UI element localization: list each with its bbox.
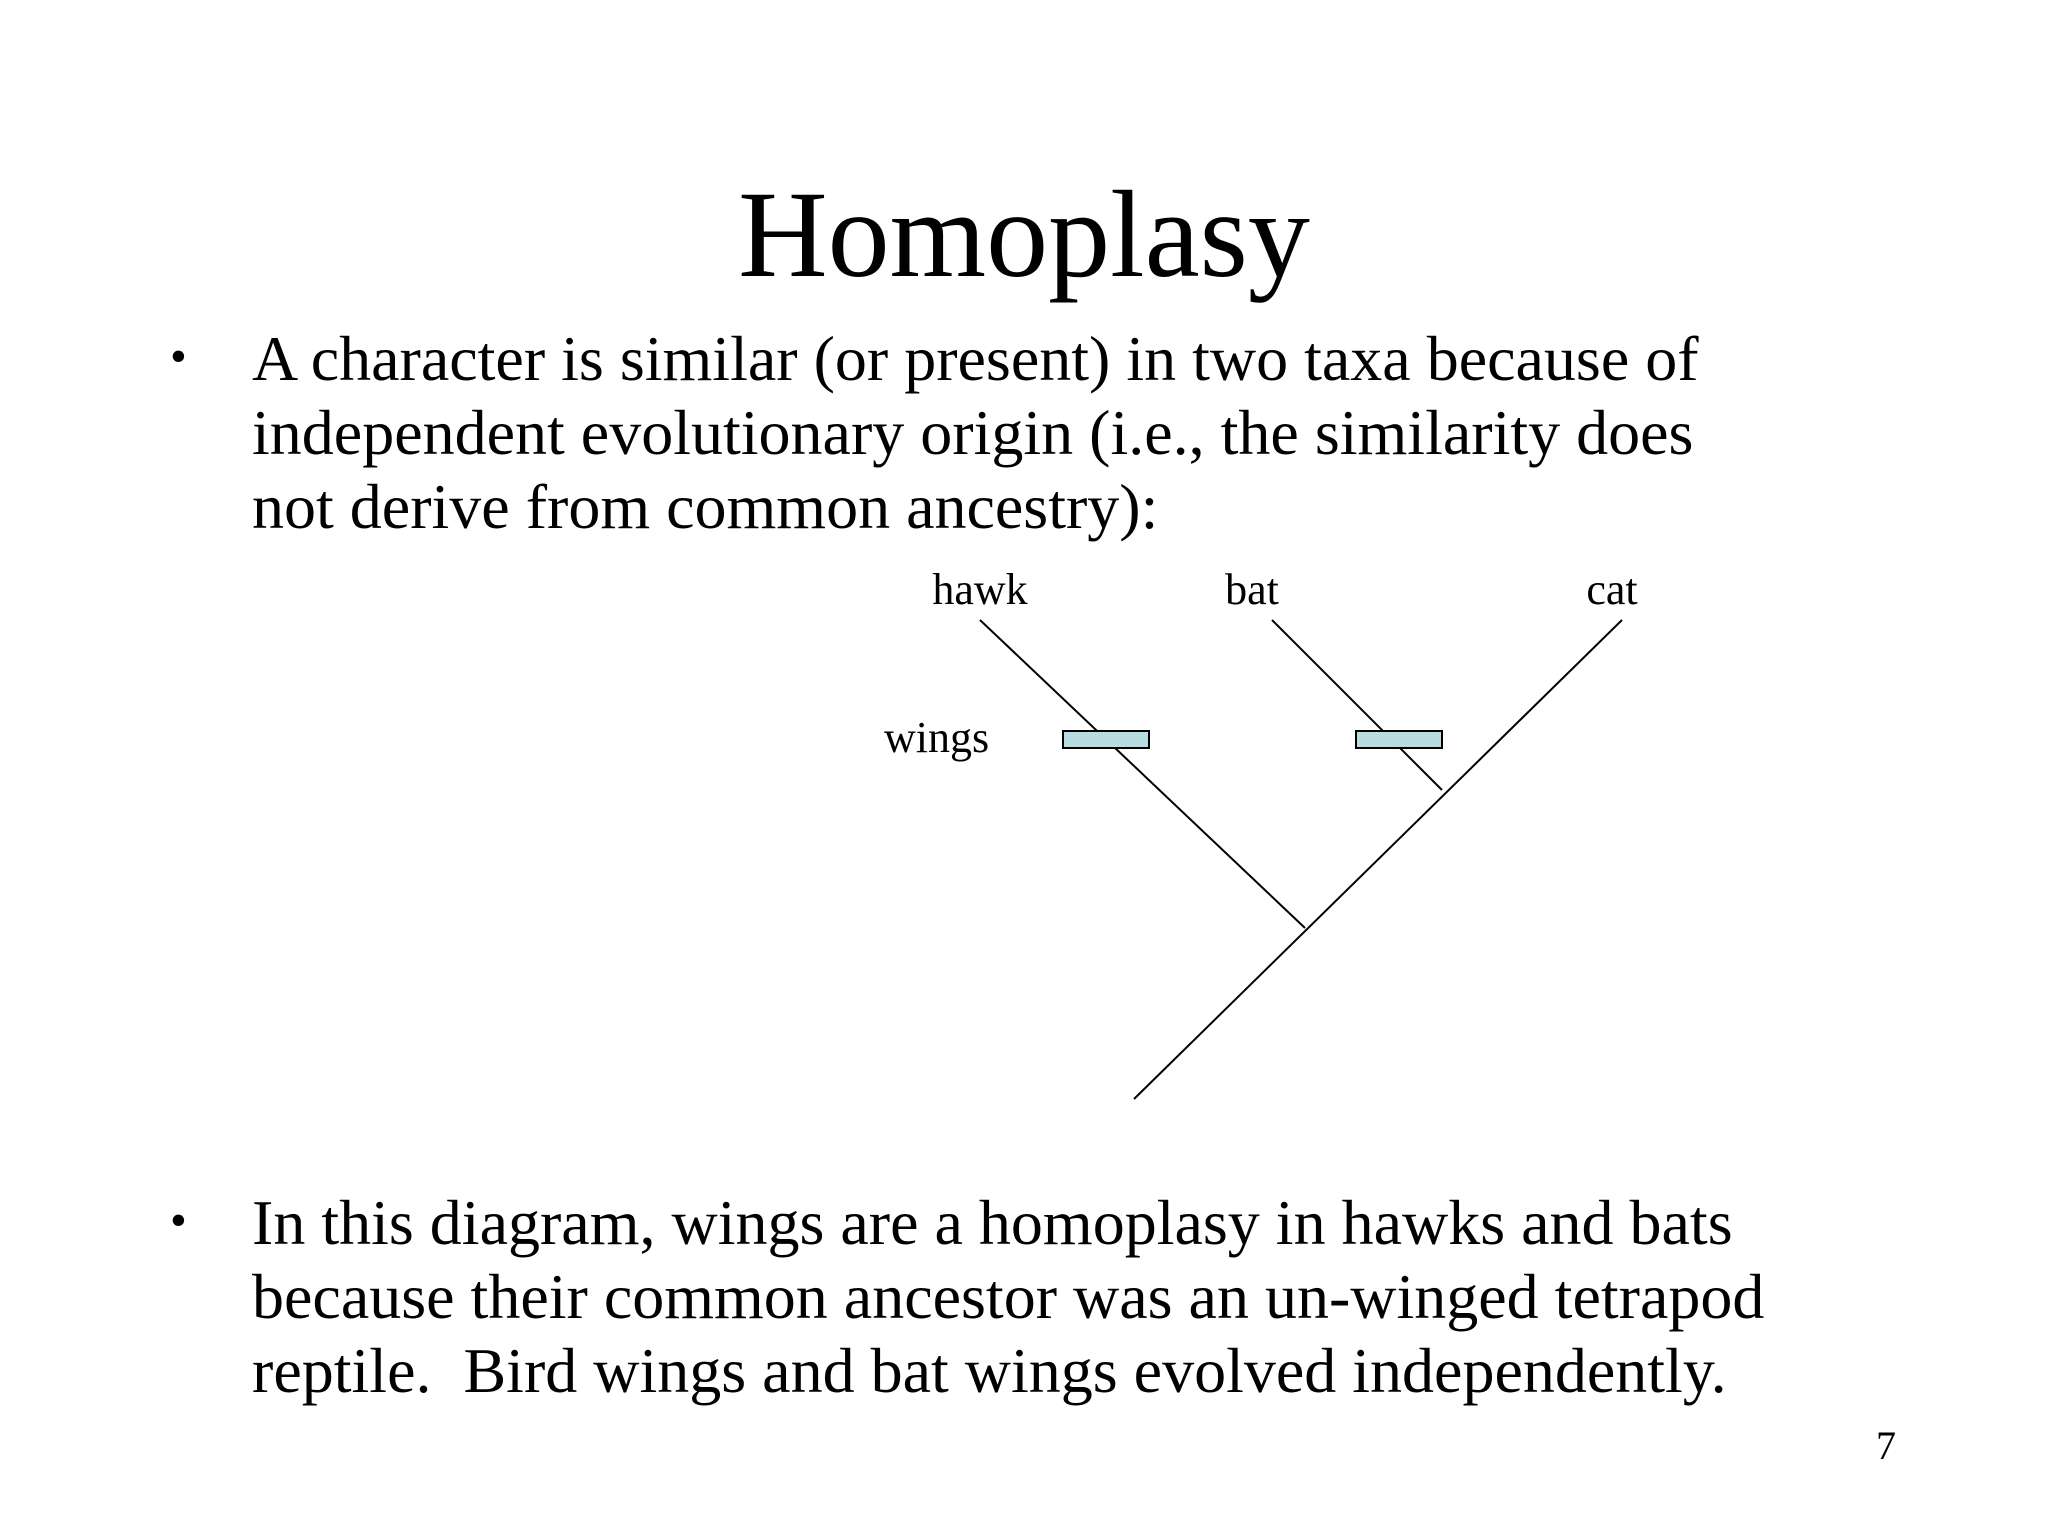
bullet-line: A character is similar (or present) in two taxa because of — [252, 323, 1699, 394]
bullet-line: independent evolutionary origin (i.e., the similarity does — [252, 397, 1694, 468]
character-label-wings: wings — [884, 713, 990, 762]
bullet-icon: • — [170, 330, 187, 383]
bullet-text-2 — [252, 1186, 1902, 1408]
wings-character-marker-hawk — [1063, 731, 1149, 748]
bullet-line: In this diagram, wings are a homoplasy in hawks and bats — [252, 1187, 1733, 1258]
taxon-label-bat: bat — [1225, 565, 1279, 614]
taxon-label-cat: cat — [1586, 565, 1638, 614]
bullet-icon: • — [170, 1194, 187, 1247]
bullet-line: reptile. Bird wings and bat wings evolved independently. — [252, 1335, 1727, 1406]
wings-character-marker-bat — [1356, 731, 1442, 748]
branch-to-hawk — [980, 620, 1305, 928]
taxon-label-hawk: hawk — [932, 565, 1028, 614]
trunk-branch-to-cat — [1134, 620, 1622, 1099]
bullet-line: because their common ancestor was an un-winged tetrapod — [252, 1261, 1765, 1332]
bullet-line: not derive from common ancestry): — [252, 471, 1159, 542]
page-number: 7 — [1876, 1423, 1896, 1468]
slide-title: Homoplasy — [738, 166, 1310, 303]
branch-to-bat — [1272, 620, 1442, 790]
